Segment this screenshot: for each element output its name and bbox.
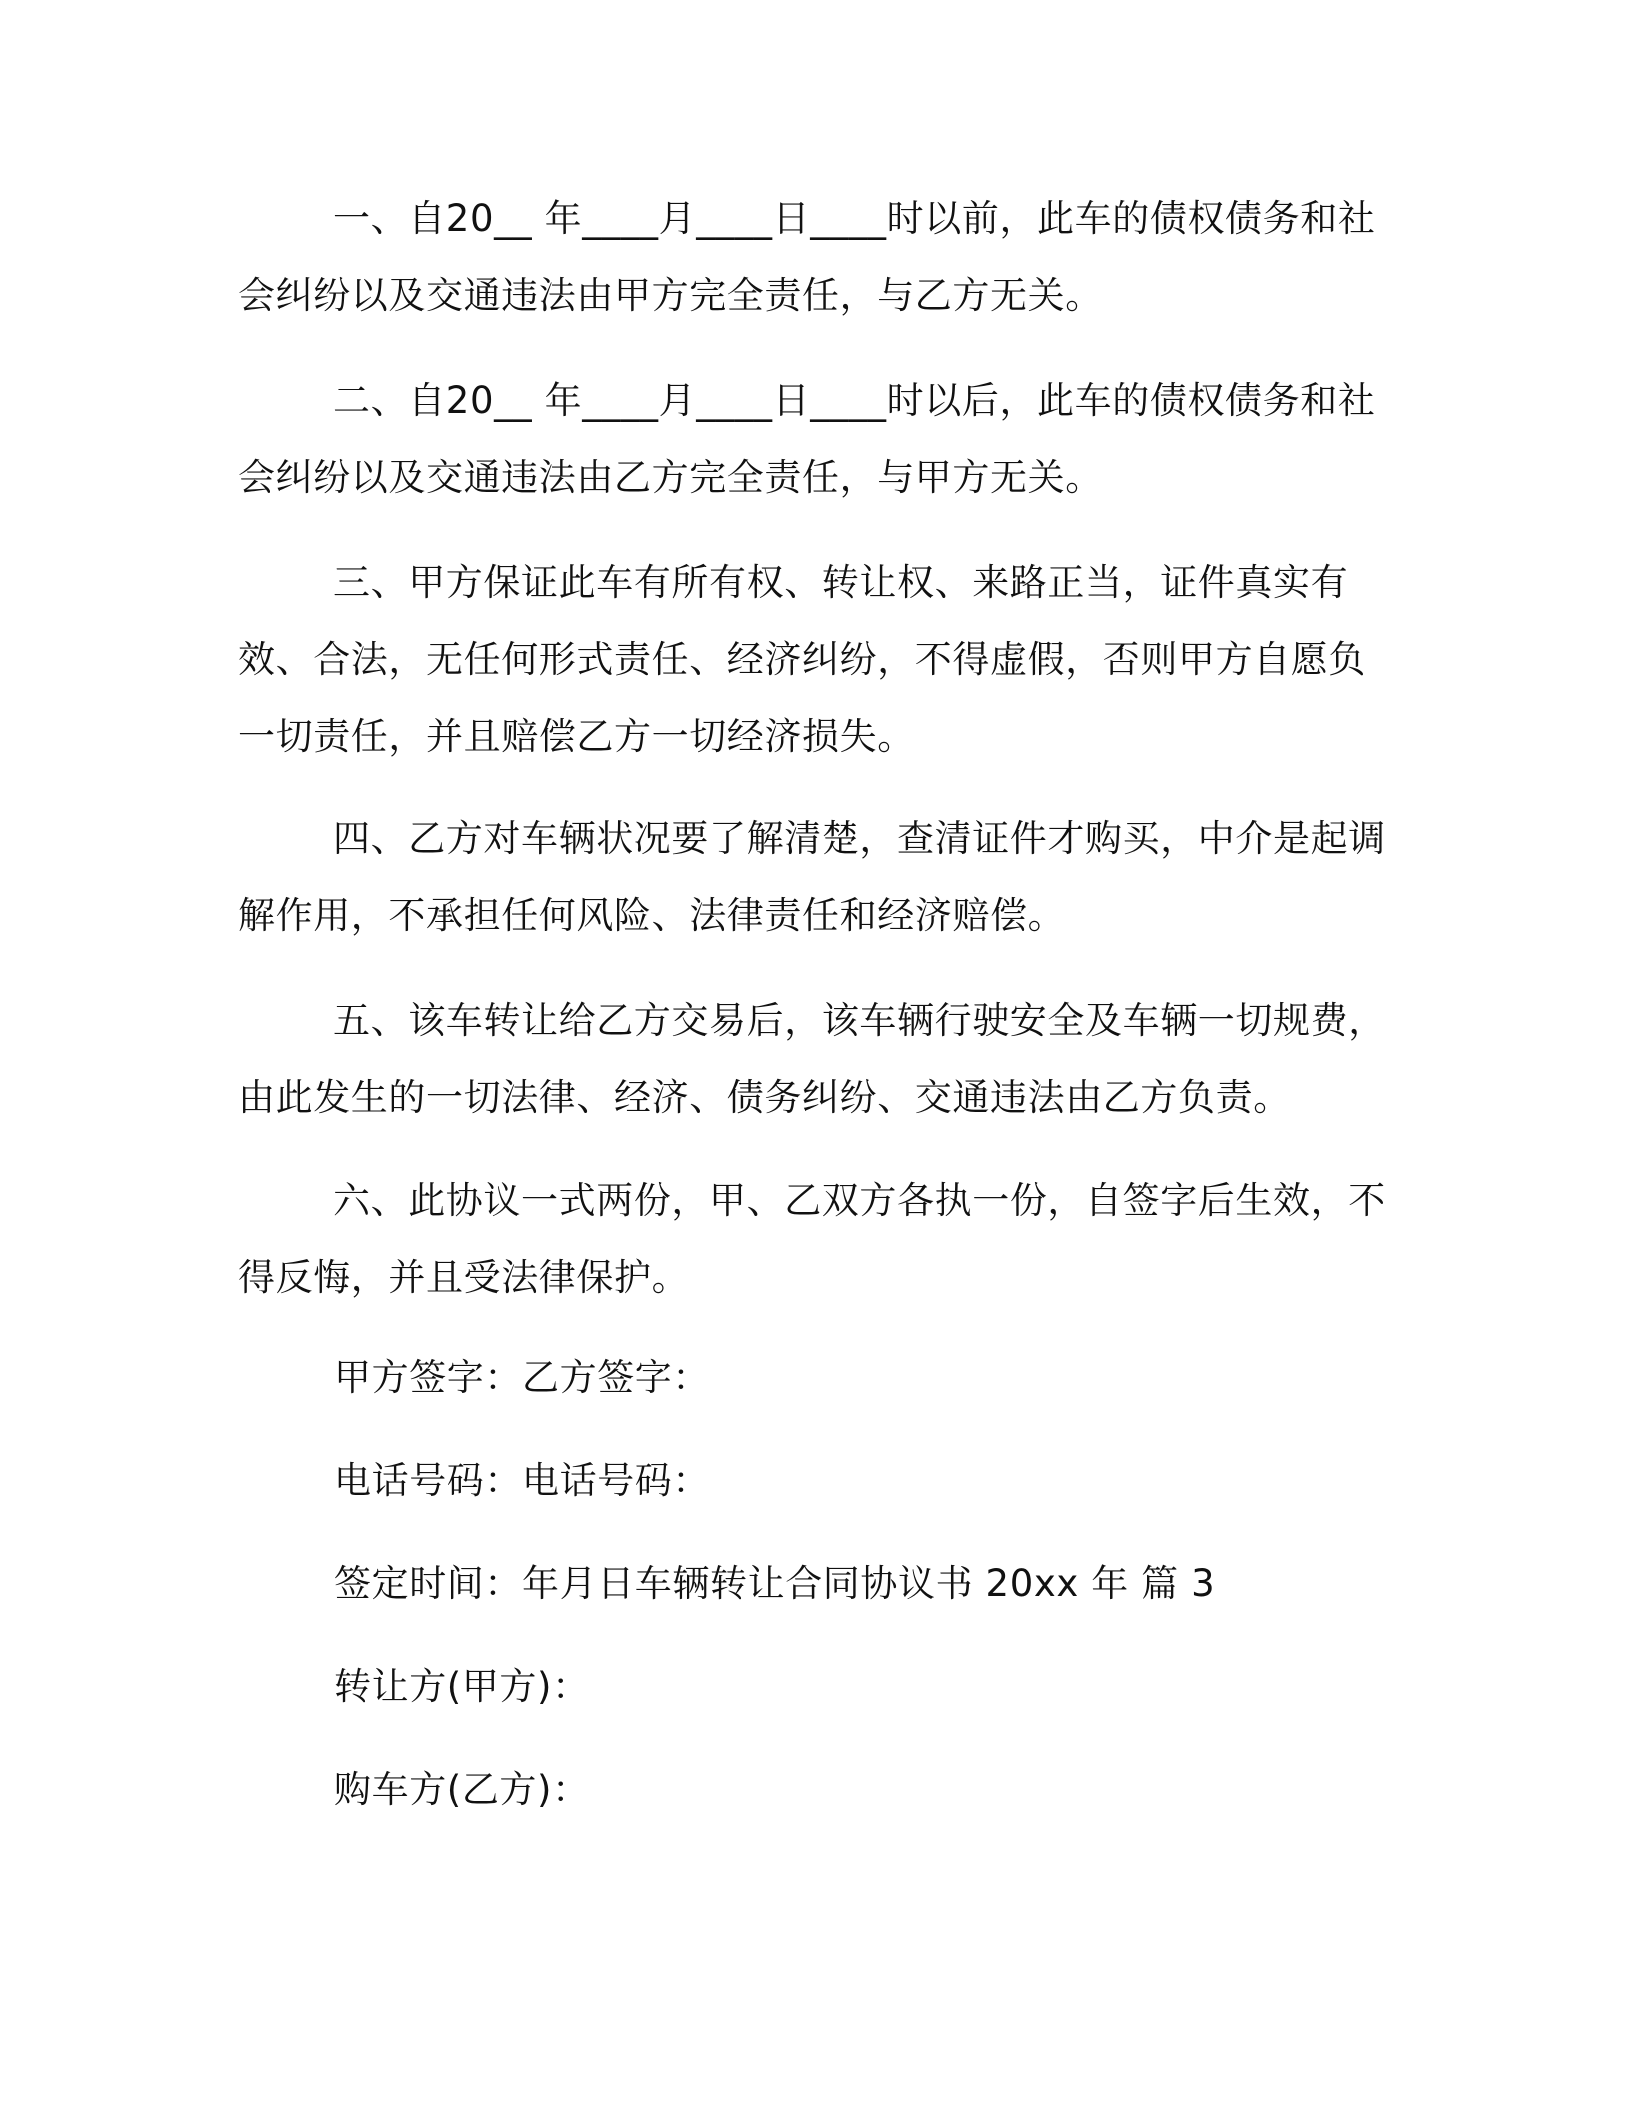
transferor-line: 转让方(甲方)： xyxy=(334,1665,590,1708)
buyer-line: 购车方(乙方)： xyxy=(334,1768,590,1811)
clause-6: 六、此协议一式两份，甲、乙双方各执一份，自签字后生效，不得反悔，并且受法律保护。 xyxy=(238,1179,1386,1299)
signature-line: 甲方签字：乙方签字： xyxy=(334,1356,710,1399)
signing-date-line: 签定时间：年月日车辆转让合同协议书 20xx 年 篇 3 xyxy=(334,1562,1216,1605)
clause-1: 一、自20__ 年____月____日____时以前，此车的债权债务和社会纠纷以及交通违法由甲方完全责任，与乙方无关。 xyxy=(238,197,1376,317)
clause-5: 五、该车转让给乙方交易后，该车辆行驶安全及车辆一切规费，由此发生的一切法律、经济、债务纠纷、交通违法由乙方负责。 xyxy=(238,999,1386,1119)
clause-3: 三、甲方保证此车有所有权、转让权、来路正当，证件真实有效、合法，无任何形式责任、经济纠纷，不得虚假，否则甲方自愿负一切责任，并且赔偿乙方一切经济损失。 xyxy=(238,561,1366,758)
phone-line: 电话号码：电话号码： xyxy=(334,1459,710,1502)
clause-4: 四、乙方对车辆状况要了解清楚，查清证件才购买，中介是起调解作用，不承担任何风险、法律责任和经济赔偿。 xyxy=(238,817,1386,937)
clause-2: 二、自20__ 年____月____日____时以后，此车的债权债务和社会纠纷以及交通违法由乙方完全责任，与甲方无关。 xyxy=(238,379,1376,499)
